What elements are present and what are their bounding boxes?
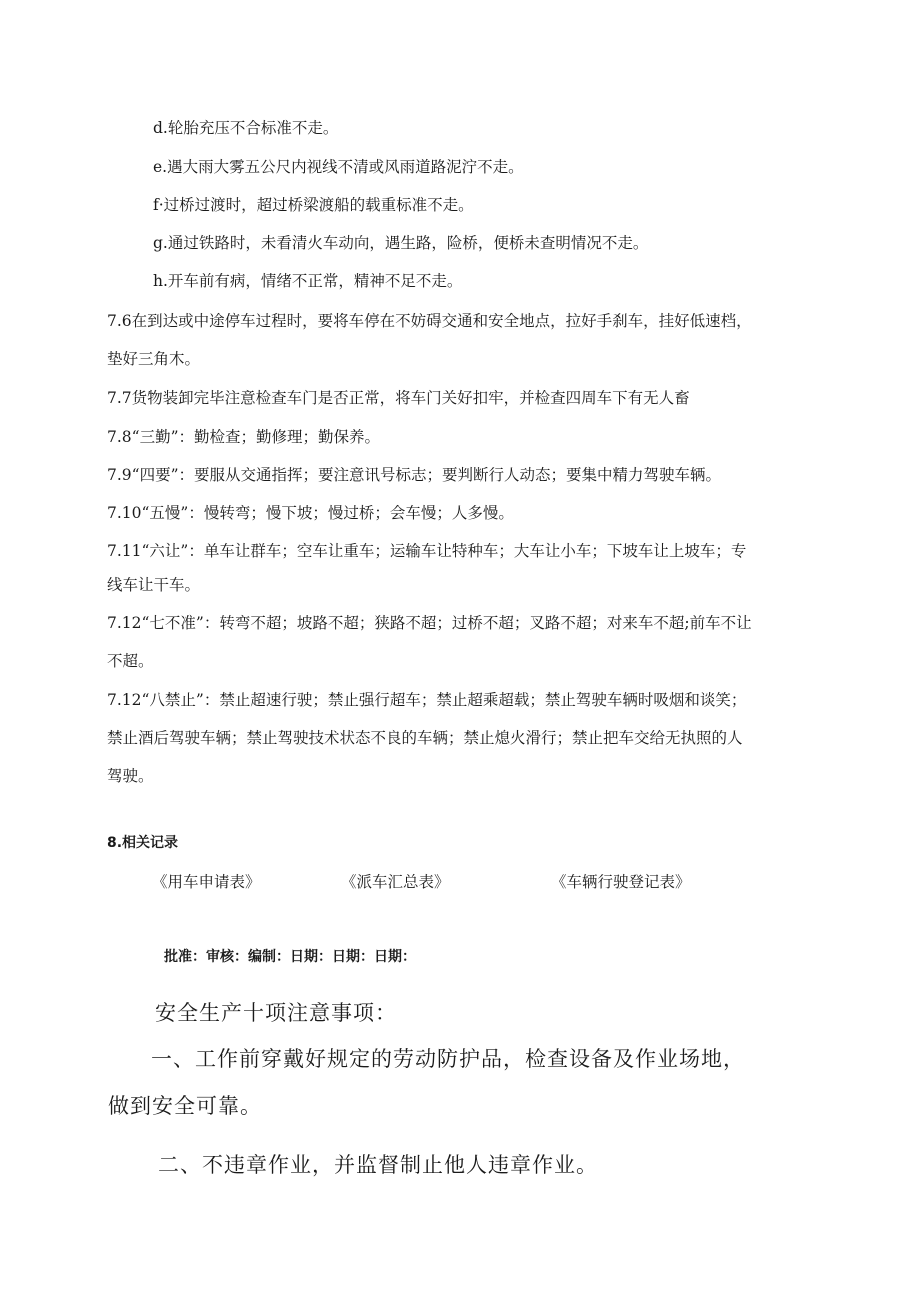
rule-item-e: e.遇大雨大雾五公尺内视线不清或风雨道路泥泞不走。 [153, 158, 524, 176]
approval-signature-line: 批准：审核：编制：日期：日期：日期： [164, 949, 416, 965]
clause-7-12b-line1: 7.12“八禁止”：禁止超速行驶；禁止强行超车；禁止超乘超载；禁止驾驶车辆时吸烟和谈笑； [107, 691, 747, 709]
clause-7-11-line2: 线车让干车。 [107, 576, 201, 594]
rule-item-f: f·过桥过渡时，超过桥梁渡船的载重标准不走。 [153, 196, 474, 214]
safety-item-2: 二、不违章作业，并监督制止他人违章作业。 [158, 1153, 598, 1177]
rule-item-d: d.轮胎充压不合标准不走。 [153, 119, 339, 137]
section-heading-records: 8.相关记录 [107, 835, 179, 851]
clause-7-12a-line2: 不超。 [107, 652, 154, 670]
clause-7-12a-line1: 7.12“七不准”：转弯不超；坡路不超；狭路不超；过桥不超；叉路不超；对来车不超;前车不让 [107, 614, 752, 632]
record-form-vehicle-request: 《用车申请表》 [152, 873, 261, 891]
safety-section-title: 安全生产十项注意事项： [155, 1001, 397, 1025]
clause-7-6-line2: 垫好三角木。 [107, 350, 201, 368]
clause-7-7: 7.7货物装卸完毕注意检查车门是否正常，将车门关好扣牢，并检查四周车下有无人畜 [107, 389, 690, 407]
clause-7-12b-line3: 驾驶。 [107, 767, 154, 785]
clause-7-12b-line2: 禁止酒后驾驶车辆；禁止驾驶技术状态不良的车辆；禁止熄火滑行；禁止把车交给无执照的人 [107, 729, 743, 747]
clause-7-6-line1: 7.6在到达或中途停车过程时，要将车停在不妨碍交通和安全地点，拉好手刹车，挂好低速档， [107, 312, 752, 330]
safety-item-1-line2: 做到安全可靠。 [108, 1094, 262, 1118]
record-form-dispatch-summary: 《派车汇总表》 [341, 873, 450, 891]
clause-7-11-line1: 7.11“六让”：单车让群车；空车让重车；运输车让特种车；大车让小车；下坡车让上坡车；专 [107, 542, 747, 560]
safety-item-1-line1: 一、工作前穿戴好规定的劳动防护品，检查设备及作业场地， [151, 1047, 745, 1071]
clause-7-8: 7.8“三勤”：勤检查；勤修理；勤保养。 [107, 428, 380, 446]
clause-7-10: 7.10“五慢”：慢转弯；慢下坡；慢过桥；会车慢；人多慢。 [107, 504, 514, 522]
clause-7-9: 7.9“四要”：要服从交通指挥；要注意讯号标志；要判断行人动态；要集中精力驾驶车辆。 [107, 466, 722, 484]
record-form-driving-log: 《车辆行驶登记表》 [551, 873, 691, 891]
rule-item-g: g.通过铁路时，未看清火车动向，遇生路，险桥，便桥未查明情况不走。 [153, 234, 649, 252]
rule-item-h: h.开车前有病，情绪不正常，精神不足不走。 [153, 272, 463, 290]
